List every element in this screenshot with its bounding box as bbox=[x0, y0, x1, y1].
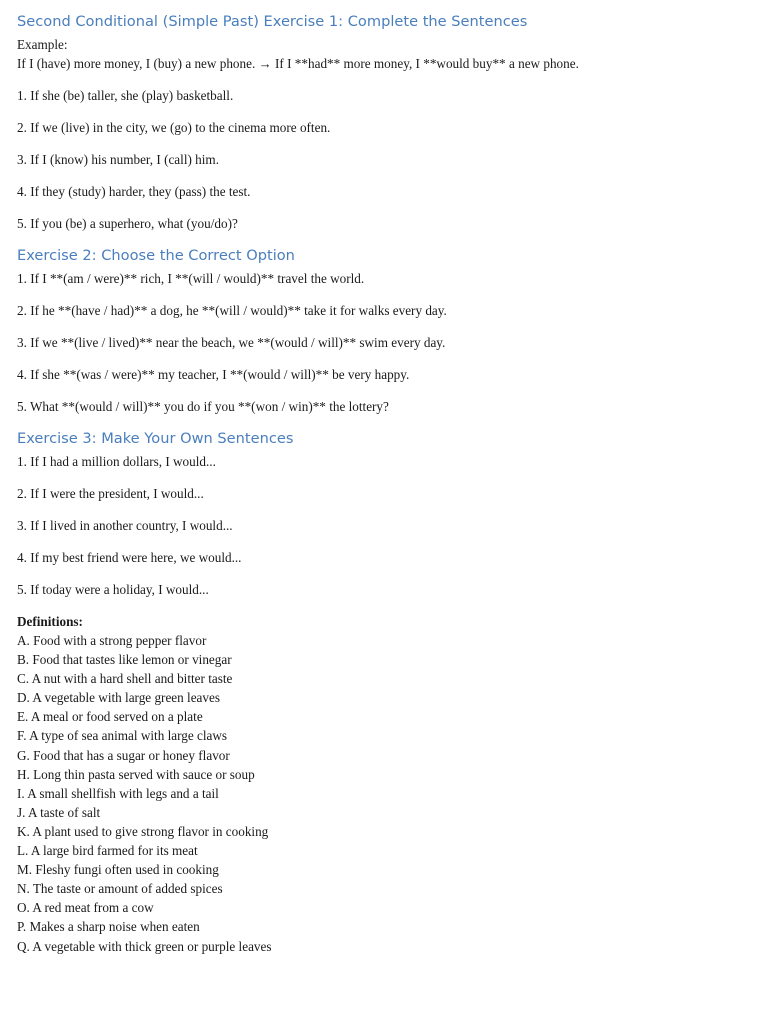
exercise-1-item: 2. If we (live) in the city, we (go) to the cinema more often. bbox=[17, 120, 331, 135]
exercise-1-item: 4. If they (study) harder, they (pass) the test. bbox=[17, 184, 251, 199]
exercise-1-item: 1. If she (be) taller, she (play) basketball. bbox=[17, 88, 234, 103]
definition-item: E. A meal or food served on a plate bbox=[17, 709, 203, 725]
definition-item: L. A large bird farmed for its meat bbox=[17, 843, 198, 859]
definitions-title: Definitions: bbox=[17, 614, 83, 629]
exercise-3-item: 3. If I lived in another country, I would... bbox=[17, 518, 233, 533]
definition-item: H. Long thin pasta served with sauce or soup bbox=[17, 766, 255, 782]
definition-item: C. A nut with a hard shell and bitter taste bbox=[17, 671, 233, 687]
exercise-2-item: 4. If she **(was / were)** my teacher, I **(would / will)** be very happy. bbox=[17, 367, 410, 382]
exercise-1-item: 3. If I (know) his number, I (call) him. bbox=[17, 152, 219, 167]
definition-item: D. A vegetable with large green leaves bbox=[17, 690, 220, 706]
exercise-1-section bbox=[17, 12, 747, 233]
definition-item: B. Food that tastes like lemon or vinegar bbox=[17, 652, 232, 668]
exercise-2-item: 5. What **(would / will)** you do if you **(won / win)** the lottery? bbox=[17, 399, 389, 414]
definition-item: N. The taste or amount of added spices bbox=[17, 881, 223, 897]
definition-item: A. Food with a strong pepper flavor bbox=[17, 633, 207, 648]
definition-item: Q. A vegetable with thick green or purple leaves bbox=[17, 938, 272, 954]
definition-item: I. A small shellfish with legs and a tail bbox=[17, 785, 219, 801]
exercise-3-item: 1. If I had a million dollars, I would... bbox=[17, 454, 216, 469]
exercise-2-item: 3. If we **(live / lived)** near the beach, we **(would / will)** swim every day. bbox=[17, 335, 446, 350]
example-label: Example: bbox=[17, 37, 68, 52]
exercise-3-item: 5. If today were a holiday, I would... bbox=[17, 582, 209, 597]
exercise-2-item: 1. If I **(am / were)** rich, I **(will / would)** travel the world. bbox=[17, 271, 365, 286]
definition-item: M. Fleshy fungi often used in cooking bbox=[17, 862, 219, 878]
definitions-section bbox=[17, 612, 747, 956]
definition-item: P. Makes a sharp noise when eaten bbox=[17, 919, 200, 935]
definition-item: O. A red meat from a cow bbox=[17, 900, 154, 916]
definition-item: J. A taste of salt bbox=[17, 804, 101, 820]
exercise-2-title: Exercise 2: Choose the Correct Option bbox=[17, 247, 295, 264]
exercise-1-title: Second Conditional (Simple Past) Exercise 1: Complete the Sentences bbox=[17, 13, 528, 30]
definition-item: K. A plant used to give strong flavor in cooking bbox=[17, 823, 269, 839]
example-text: If I (have) more money, I (buy) a new phone. → If I **had** more money, I **would buy** a new phone. bbox=[17, 56, 579, 71]
definition-item: F. A type of sea animal with large claws bbox=[17, 728, 228, 744]
worksheet-page bbox=[17, 12, 747, 956]
exercise-3-section bbox=[17, 429, 747, 599]
exercise-3-item: 2. If I were the president, I would... bbox=[17, 486, 204, 501]
exercise-3-title: Exercise 3: Make Your Own Sentences bbox=[17, 430, 294, 447]
exercise-2-item: 2. If he **(have / had)** a dog, he **(will / would)** take it for walks every day. bbox=[17, 303, 447, 318]
definition-item: G. Food that has a sugar or honey flavor bbox=[17, 747, 230, 763]
exercise-2-section bbox=[17, 246, 747, 416]
exercise-3-item: 4. If my best friend were here, we would... bbox=[17, 550, 242, 565]
exercise-1-item: 5. If you (be) a superhero, what (you/do)? bbox=[17, 216, 238, 231]
